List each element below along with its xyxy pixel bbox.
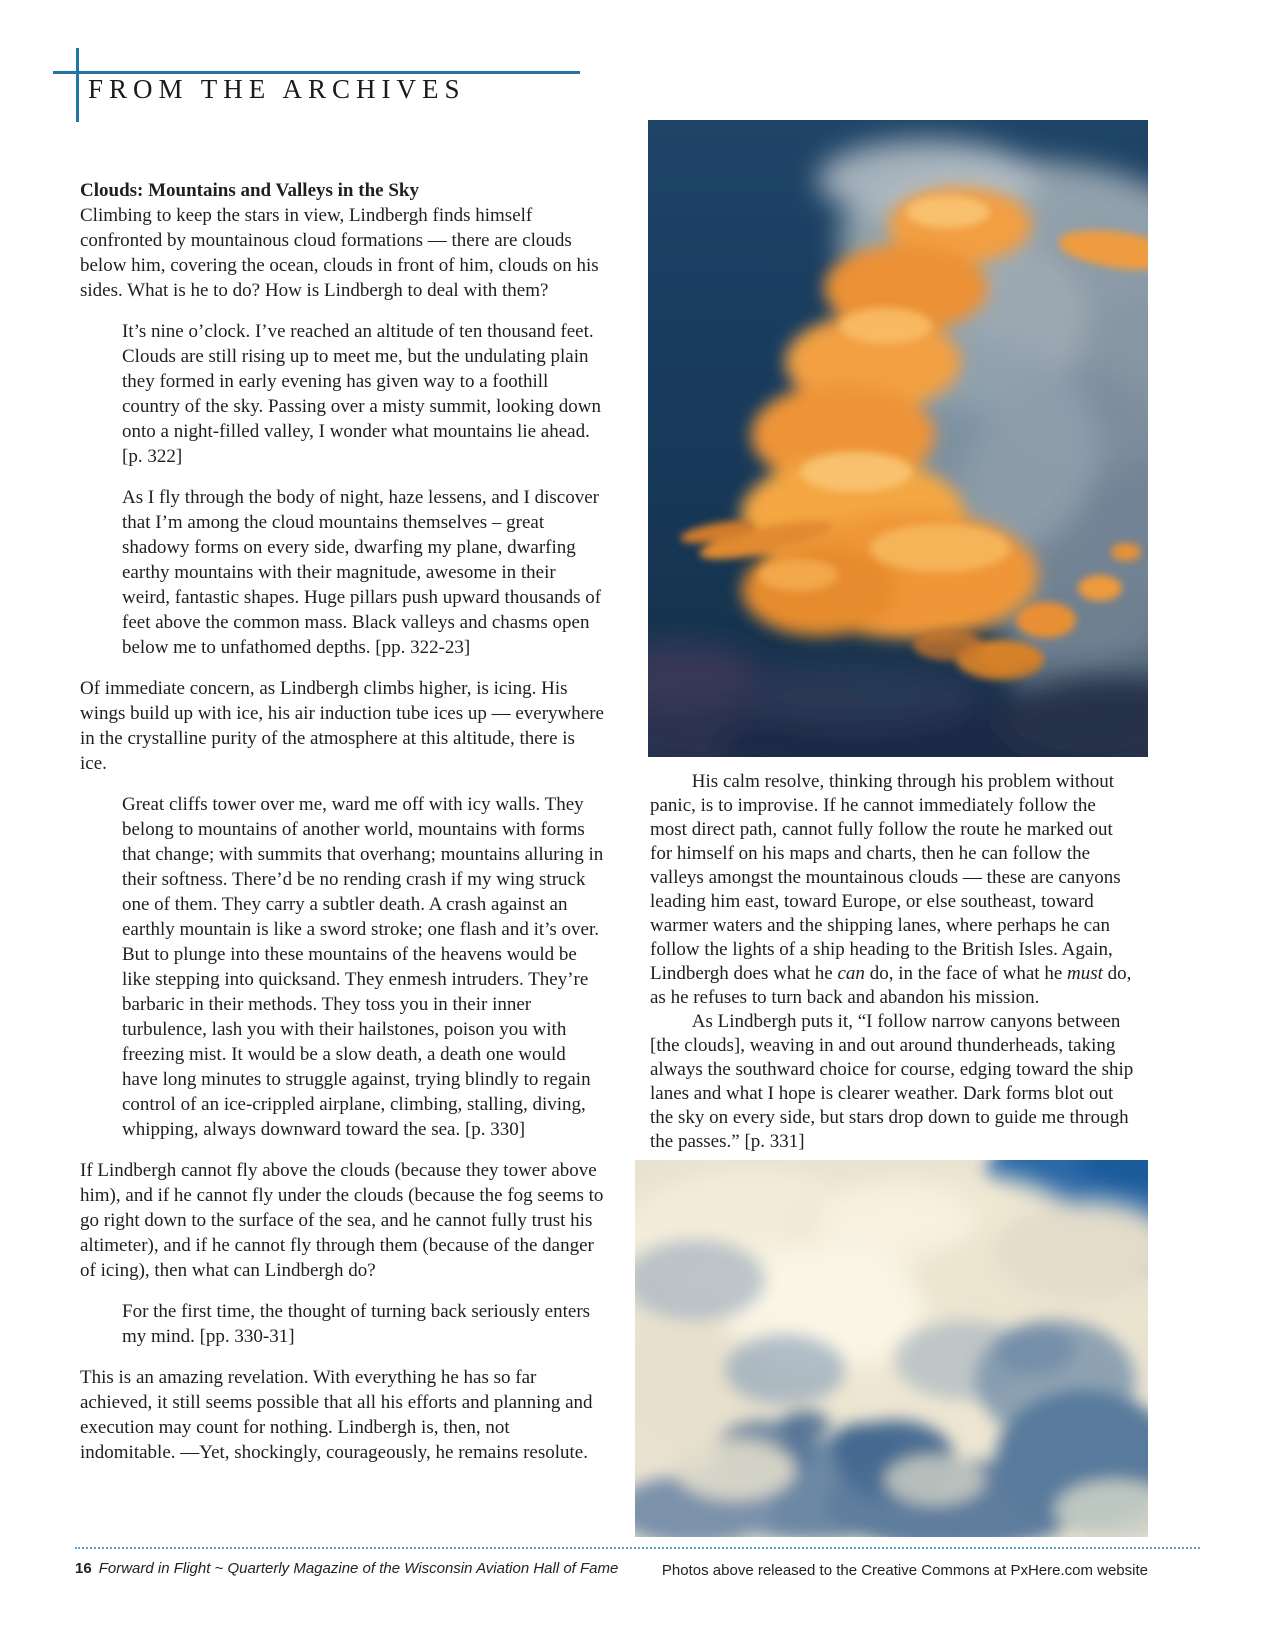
footer-magazine-info — [75, 1560, 618, 1577]
paragraph: If Lindbergh cannot fly above the clouds (because they tower above him), and if he cannot fly under the clouds (because the fog seems to go right down to the surface of the sea, and he cannot fully trust his altimeter), and if he cannot fly through them (because of the danger of icing), then what can Lindbergh do? — [80, 1160, 604, 1281]
left-text-column — [80, 178, 604, 1465]
paragraph: Climbing to keep the stars in view, Lindbergh finds himself confronted by mountainous cloud formations — there are clouds below him, covering the ocean, clouds in front of him, clouds on his sides. What is he to do? How is Lindbergh to deal with them? — [80, 205, 599, 301]
paragraph: His calm resolve, thinking through his problem without panic, is to improvise. If he cannot immediately follow the most direct path, cannot fully follow the route he marked out for himself on his maps and charts, then he can follow the valleys amongst the mountainous clouds — these are canyons leading him east, toward Europe, or else southeast, toward warmer waters and the shipping lanes, where perhaps he can follow the lights of a ship heading to the British Isles. Again, Lindbergh does what he can do, in the face of what he must do, as he refuses to turn back and abandon his mission. — [650, 771, 1132, 1008]
page-title: FROM THE ARCHIVES — [88, 74, 466, 104]
sunset-thunderhead-photo — [648, 120, 1148, 757]
paragraph: As Lindbergh puts it, “I follow narrow canyons between [the clouds], weaving in and out around thunderheads, taking always the southward choice for course, edging toward the ship lanes and what I hope is clearer weather. Dark forms blot out the sky on every side, but stars drop down to guide me through the passes.” [p. 331] — [650, 1011, 1134, 1152]
header-vertical-rule — [76, 48, 79, 122]
photo-credit: Photos above released to the Creative Commons at PxHere.com website — [661, 1562, 1148, 1579]
block-quote: It’s nine o’clock. I’ve reached an altitude of ten thousand feet. Clouds are still rising up to meet me, but the undulating plain they formed in early evening has given way to a foothill country of the sky. Passing over a misty summit, looking down onto a night-filled valley, I wonder what mountains lie ahead. [p. 322] — [122, 321, 602, 467]
block-quote: For the first time, the thought of turning back seriously enters my mind. [pp. 330-31] — [122, 1301, 591, 1347]
section-heading: Clouds: Mountains and Valleys in the Sky — [80, 180, 419, 201]
block-quote: As I fly through the body of night, haze lessens, and I discover that I’m among the cloud mountains themselves – great shadowy forms on every side, dwarfing my plane, dwarfing earthy mountains with their magnitude, awesome in their weird, fantastic shapes. Huge pillars push upward thousands of feet above the common mass. Black valleys and chasms open below me to unfathomed depths. [pp. 322-23] — [122, 487, 602, 658]
right-text-column — [650, 770, 1137, 1154]
page-number: 16 — [75, 1560, 92, 1577]
magazine-title: Forward in Flight ~ Quarterly Magazine of the Wisconsin Aviation Hall of Fame — [98, 1560, 619, 1577]
block-quote: Great cliffs tower over me, ward me off with icy walls. They belong to mountains of another world, mountains with forms that change; with summits that overhang; mountains alluring in their softness. There’d be no rending crash if my wing struck one of them. They carry a subtler death. A crash against an earthly mountain is like a sword stroke; one flash and it’s over. But to plunge into these mountains of the heavens would be like stepping into quicksand. They enmesh intruders. They’re barbaric in their methods. They toss you in their inner turbulence, lash you with their hailstones, poison you with freezing mist. It would be a slow death, a death one would have long minutes to struggle against, trying blindly to regain control of an ice-crippled airplane, climbing, stalling, diving, whipping, always downward toward the sea. [p. 330] — [122, 794, 604, 1140]
paragraph: This is an amazing revelation. With everything he has so far achieved, it still seems possible that all his efforts and planning and execution may count for nothing. Lindbergh is, then, not indomitable. —Yet, shockingly, courageously, he remains resolute. — [80, 1367, 593, 1463]
footer-dotted-rule — [75, 1547, 1200, 1549]
cumulus-clouds-photo — [635, 1160, 1148, 1537]
paragraph: Of immediate concern, as Lindbergh climbs higher, is icing. His wings build up with ice, his air induction tube ices up — everywhere in the crystalline purity of the atmosphere at this altitude, there is ice. — [80, 678, 604, 774]
